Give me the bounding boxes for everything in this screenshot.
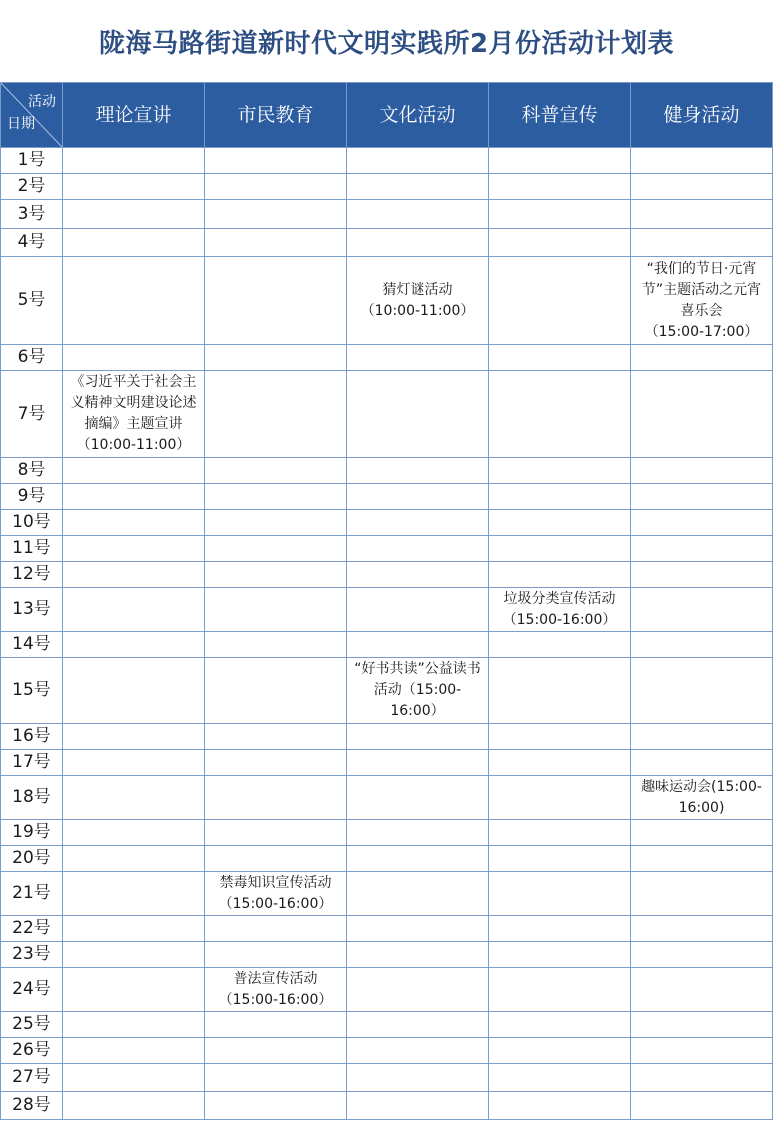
activity-cell — [489, 776, 631, 820]
activity-cell — [63, 510, 205, 536]
activity-cell — [489, 484, 631, 510]
table-row — [1, 724, 773, 750]
activity-cell — [631, 632, 773, 658]
table-row — [1, 510, 773, 536]
activity-cell — [205, 510, 347, 536]
activity-cell: 猜灯谜活动 （10:00-11:00） — [347, 257, 489, 345]
column-header-fitness: 健身活动 — [631, 83, 773, 148]
date-cell: 13号 — [1, 588, 63, 632]
table-row — [1, 632, 773, 658]
activity-cell — [63, 588, 205, 632]
activity-cell — [489, 820, 631, 846]
activity-cell — [347, 371, 489, 458]
activity-cell — [347, 916, 489, 942]
activity-cell — [347, 510, 489, 536]
activity-cell — [631, 1038, 773, 1064]
date-cell: 17号 — [1, 750, 63, 776]
activity-cell: “我们的节日·元宵节”主题活动之元宵喜乐会 （15:00-17:00） — [631, 257, 773, 345]
activity-cell — [631, 846, 773, 872]
activity-cell — [347, 942, 489, 968]
header-row — [1, 83, 773, 148]
table-row — [1, 345, 773, 371]
activity-cell: 《习近平关于社会主义精神文明建设论述摘编》主题宣讲 （10:00-11:00） — [63, 371, 205, 458]
date-cell: 11号 — [1, 536, 63, 562]
activity-cell — [631, 588, 773, 632]
table-row — [1, 588, 773, 632]
table-row — [1, 229, 773, 257]
activity-cell — [63, 1064, 205, 1092]
activity-cell — [489, 229, 631, 257]
activity-cell — [63, 820, 205, 846]
date-cell: 24号 — [1, 968, 63, 1012]
activity-cell — [489, 257, 631, 345]
date-cell: 20号 — [1, 846, 63, 872]
table-row — [1, 174, 773, 200]
activity-cell — [205, 1038, 347, 1064]
activity-cell — [205, 484, 347, 510]
table-row — [1, 1038, 773, 1064]
activity-cell — [205, 148, 347, 174]
date-cell: 25号 — [1, 1012, 63, 1038]
activity-cell — [63, 1012, 205, 1038]
table-row — [1, 750, 773, 776]
activity-cell — [63, 750, 205, 776]
date-cell: 6号 — [1, 345, 63, 371]
date-cell: 19号 — [1, 820, 63, 846]
activity-cell — [205, 345, 347, 371]
activity-cell — [205, 776, 347, 820]
activity-cell — [63, 148, 205, 174]
table-row — [1, 1064, 773, 1092]
table-row — [1, 658, 773, 724]
activity-cell — [63, 632, 205, 658]
activity-cell — [63, 562, 205, 588]
date-cell: 14号 — [1, 632, 63, 658]
activity-cell — [205, 257, 347, 345]
date-cell: 23号 — [1, 942, 63, 968]
activity-cell: 禁毒知识宣传活动 （15:00-16:00） — [205, 872, 347, 916]
table-row — [1, 484, 773, 510]
activity-cell — [205, 632, 347, 658]
activity-cell — [347, 458, 489, 484]
table-row — [1, 562, 773, 588]
table-row — [1, 776, 773, 820]
activity-cell — [631, 174, 773, 200]
table-row — [1, 371, 773, 458]
activity-cell — [631, 942, 773, 968]
activity-cell — [489, 148, 631, 174]
activity-cell — [489, 1038, 631, 1064]
activity-cell — [489, 1092, 631, 1120]
activity-cell — [63, 872, 205, 916]
activity-cell — [631, 968, 773, 1012]
table-row — [1, 916, 773, 942]
activity-cell — [63, 229, 205, 257]
activity-cell — [205, 371, 347, 458]
activity-cell — [631, 872, 773, 916]
table-row — [1, 458, 773, 484]
activity-cell — [205, 174, 347, 200]
activity-cell — [489, 345, 631, 371]
activity-cell — [489, 968, 631, 1012]
activity-cell — [631, 916, 773, 942]
activity-cell — [631, 820, 773, 846]
activity-cell — [347, 632, 489, 658]
activity-cell — [489, 846, 631, 872]
activity-cell — [205, 1064, 347, 1092]
date-cell: 5号 — [1, 257, 63, 345]
activity-cell — [347, 820, 489, 846]
activity-cell — [631, 1092, 773, 1120]
page-title: 陇海马路街道新时代文明实践所2月份活动计划表 — [98, 28, 675, 59]
activity-cell — [347, 1092, 489, 1120]
activity-cell — [347, 345, 489, 371]
activity-cell — [205, 724, 347, 750]
activity-cell — [347, 1038, 489, 1064]
column-header-theory: 理论宣讲 — [63, 83, 205, 148]
activity-cell — [489, 872, 631, 916]
table-row — [1, 1092, 773, 1120]
activity-cell: “好书共读”公益读书活动（15:00-16:00） — [347, 658, 489, 724]
date-cell: 3号 — [1, 200, 63, 229]
column-header-citizen-education: 市民教育 — [205, 83, 347, 148]
activity-cell — [631, 229, 773, 257]
activity-cell — [205, 1092, 347, 1120]
table-row — [1, 872, 773, 916]
corner-label-activity: 活动 — [28, 94, 56, 110]
activity-cell — [347, 724, 489, 750]
corner-label-date: 日期 — [7, 116, 35, 132]
date-cell: 27号 — [1, 1064, 63, 1092]
activity-cell — [63, 257, 205, 345]
activity-cell — [63, 536, 205, 562]
activity-cell — [489, 750, 631, 776]
activity-cell — [631, 750, 773, 776]
activity-cell: 垃圾分类宣传活动 （15:00-16:00） — [489, 588, 631, 632]
column-header-science: 科普宣传 — [489, 83, 631, 148]
date-cell: 2号 — [1, 174, 63, 200]
activity-cell — [631, 345, 773, 371]
date-cell: 18号 — [1, 776, 63, 820]
date-cell: 12号 — [1, 562, 63, 588]
activity-cell — [63, 942, 205, 968]
table-row — [1, 1012, 773, 1038]
activity-cell — [205, 846, 347, 872]
activity-cell — [631, 458, 773, 484]
schedule-body — [1, 148, 773, 1120]
activity-cell — [205, 458, 347, 484]
table-row — [1, 148, 773, 174]
activity-cell — [347, 536, 489, 562]
table-row — [1, 820, 773, 846]
date-cell: 10号 — [1, 510, 63, 536]
activity-cell — [347, 562, 489, 588]
activity-cell — [205, 916, 347, 942]
activity-cell — [63, 174, 205, 200]
date-cell: 9号 — [1, 484, 63, 510]
activity-cell — [205, 588, 347, 632]
activity-cell — [489, 510, 631, 536]
activity-cell — [489, 658, 631, 724]
column-header-culture: 文化活动 — [347, 83, 489, 148]
activity-cell — [631, 510, 773, 536]
activity-cell — [63, 968, 205, 1012]
activity-cell — [631, 371, 773, 458]
activity-cell — [347, 1064, 489, 1092]
table-row — [1, 257, 773, 345]
date-cell: 8号 — [1, 458, 63, 484]
activity-cell — [489, 536, 631, 562]
activity-cell — [205, 658, 347, 724]
activity-cell — [205, 820, 347, 846]
activity-cell — [489, 916, 631, 942]
activity-cell — [631, 484, 773, 510]
activity-cell — [63, 1038, 205, 1064]
date-cell: 21号 — [1, 872, 63, 916]
activity-cell — [631, 536, 773, 562]
activity-cell — [631, 1064, 773, 1092]
activity-cell — [347, 750, 489, 776]
activity-cell — [489, 1064, 631, 1092]
activity-cell — [489, 371, 631, 458]
activity-cell — [489, 1012, 631, 1038]
activity-cell — [63, 458, 205, 484]
activity-cell — [631, 724, 773, 750]
date-cell: 22号 — [1, 916, 63, 942]
activity-cell — [63, 724, 205, 750]
activity-cell — [631, 1012, 773, 1038]
activity-cell — [347, 776, 489, 820]
activity-cell — [489, 174, 631, 200]
activity-cell — [631, 148, 773, 174]
table-row — [1, 536, 773, 562]
activity-cell — [63, 484, 205, 510]
activity-cell: 普法宣传活动 （15:00-16:00） — [205, 968, 347, 1012]
activity-cell — [347, 174, 489, 200]
activity-cell — [205, 1012, 347, 1038]
activity-cell — [347, 846, 489, 872]
activity-cell — [489, 724, 631, 750]
activity-cell — [347, 872, 489, 916]
activity-cell — [489, 200, 631, 229]
activity-cell — [63, 846, 205, 872]
schedule-table — [0, 82, 773, 1120]
activity-cell: 趣味运动会(15:00-16:00) — [631, 776, 773, 820]
table-row — [1, 200, 773, 229]
activity-cell — [205, 229, 347, 257]
activity-cell — [489, 562, 631, 588]
date-cell: 26号 — [1, 1038, 63, 1064]
activity-cell — [347, 229, 489, 257]
activity-cell — [205, 750, 347, 776]
date-cell: 16号 — [1, 724, 63, 750]
activity-cell — [347, 484, 489, 510]
date-cell: 28号 — [1, 1092, 63, 1120]
activity-cell — [63, 916, 205, 942]
activity-cell — [347, 148, 489, 174]
activity-cell — [63, 658, 205, 724]
date-cell: 4号 — [1, 229, 63, 257]
activity-cell — [347, 200, 489, 229]
activity-cell — [347, 968, 489, 1012]
activity-cell — [63, 1092, 205, 1120]
table-row — [1, 968, 773, 1012]
date-cell: 7号 — [1, 371, 63, 458]
activity-cell — [205, 942, 347, 968]
activity-cell — [631, 658, 773, 724]
table-row — [1, 942, 773, 968]
activity-cell — [631, 562, 773, 588]
activity-cell — [205, 200, 347, 229]
corner-header — [1, 83, 63, 148]
activity-cell — [631, 200, 773, 229]
date-cell: 1号 — [1, 148, 63, 174]
activity-cell — [347, 1012, 489, 1038]
table-row — [1, 846, 773, 872]
activity-cell — [489, 632, 631, 658]
date-cell: 15号 — [1, 658, 63, 724]
activity-cell — [63, 200, 205, 229]
activity-cell — [205, 562, 347, 588]
activity-cell — [489, 942, 631, 968]
activity-cell — [347, 588, 489, 632]
activity-cell — [63, 345, 205, 371]
activity-cell — [489, 458, 631, 484]
activity-cell — [205, 536, 347, 562]
activity-cell — [63, 776, 205, 820]
